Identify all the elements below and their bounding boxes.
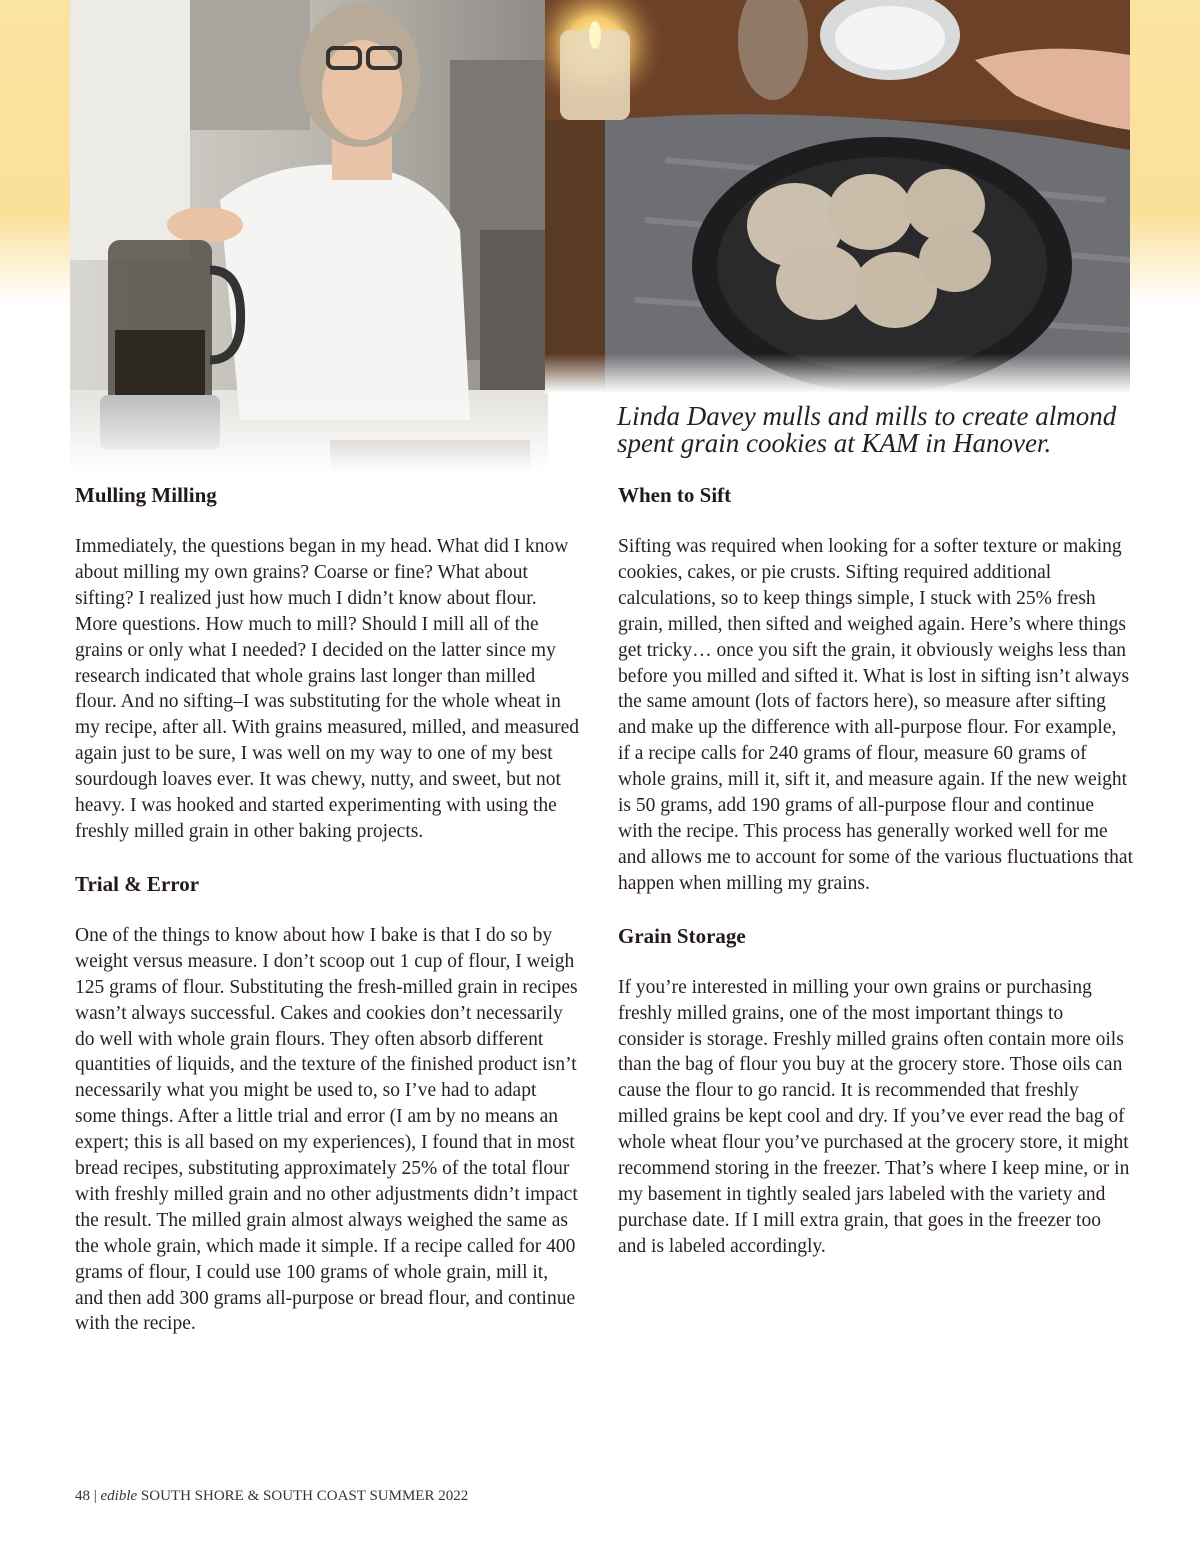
body-paragraph: Sifting was required when looking for a softer texture or making cookies, cakes, or pie crusts. Sifting required additional calculations, so to keep things simple, I stuck with 25% fresh grain, milled, then sifted and weighed again. Here’s where things get tricky… once you sift the grain, it obviously weighs less than before you milled and sifted it. What is lost in sifting isn’t always the same amount (lots of factors here), so measure after sifting and make up the difference with all-purpose flour. For example, if a recipe calls for 240 grams of flour, measure 60 grams of whole grains, mill it, sift it, and measure again. If the new weight is 50 grams, add 190 grams of all-purpose flour and continue with the recipe. This process has generally worked well for me and allows me to account for some of the various fluctuations that happen when milling my grains. — [618, 536, 1133, 894]
right-column — [618, 482, 1133, 1286]
chef-blending-grains-photo — [70, 0, 548, 472]
cookies-on-plate-photo — [545, 0, 1130, 393]
section-heading-grain-storage: Grain Storage — [618, 923, 746, 948]
footer-brand: edible — [100, 1488, 138, 1504]
section-heading-when-to-sift: When to Sift — [618, 483, 732, 507]
footer-publication: SOUTH SHORE & SOUTH COAST — [140, 1488, 366, 1504]
body-paragraph: If you’re interested in milling your own grains or purchasing freshly milled grains, one of the most important things to consider is storage. Freshly milled grains often contain more oils than the bag of flour you buy at the grocery store. Those oils can cause the flour to go rancid. It is recommended that freshly milled grains be kept cool and dry. If you’ve ever read the bag of whole wheat flour you’ve purchased at the grocery store, it might recommend storing in the freezer. That’s where I keep mine, or in my basement in tightly sealed jars labeled with the variety and purchase date. If I mill extra grain, that goes in the freezer too and is labeled accordingly. — [618, 976, 1130, 1257]
page-footer — [75, 1488, 468, 1505]
page-number: 48 — [75, 1488, 90, 1504]
photo-caption: Linda Davey mulls and mills to create almond spent grain cookies at KAM in Hanover. — [617, 401, 1117, 458]
footer-separator: | — [93, 1488, 97, 1504]
footer-issue: SUMMER 2022 — [369, 1488, 469, 1504]
section-heading-mulling-milling: Mulling Milling — [75, 483, 217, 507]
section-heading-trial-error: Trial & Error — [75, 871, 200, 896]
body-paragraph: Immediately, the questions began in my head. What did I know about milling my own grains? Coarse or fine? What about sifting? I realized just how much I didn’t know about flour. More questions. How much to mill? Should I mill all of the grains or only what I needed? I decided on the latter since my research indicated that whole grains last longer than milled flour. And no sifting–I was substituting for the whole wheat in my recipe, after all. With grains measured, milled, and measured again just to be sure, I was well on my way to one of my best sourdough loaves ever. It was chewy, nutty, and sweet, but not heavy. I was hooked and started experimenting with using the freshly milled grain in other baking projects. — [75, 536, 580, 842]
left-column — [75, 482, 580, 1363]
body-paragraph: One of the things to know about how I bake is that I do so by weight versus measure. I don’t scoop out 1 cup of flour, I weigh 125 grams of flour. Substituting the fresh-milled grain in recipes wasn’t always successful. Cakes and cookies don’t necessarily do well with whole grain flours. They often absorb different quantities of liquids, and the texture of the finished product isn’t necessarily what you might be used to, so I’ve had to adapt some things. After a little trial and error (I am by no means an expert; this is all based on my experiences), I found that in most bread recipes, substituting approximately 25% of the total flour with freshly milled grain and no other adjustments didn’t impact the result. The milled grain almost always weighed the same as the whole grain, which made it simple. If a recipe called for 400 grams of flour, I could use 100 grams of whole grain, mill it, and then add 300 grams all-purpose or bread flour, and continue with the recipe. — [75, 924, 578, 1335]
